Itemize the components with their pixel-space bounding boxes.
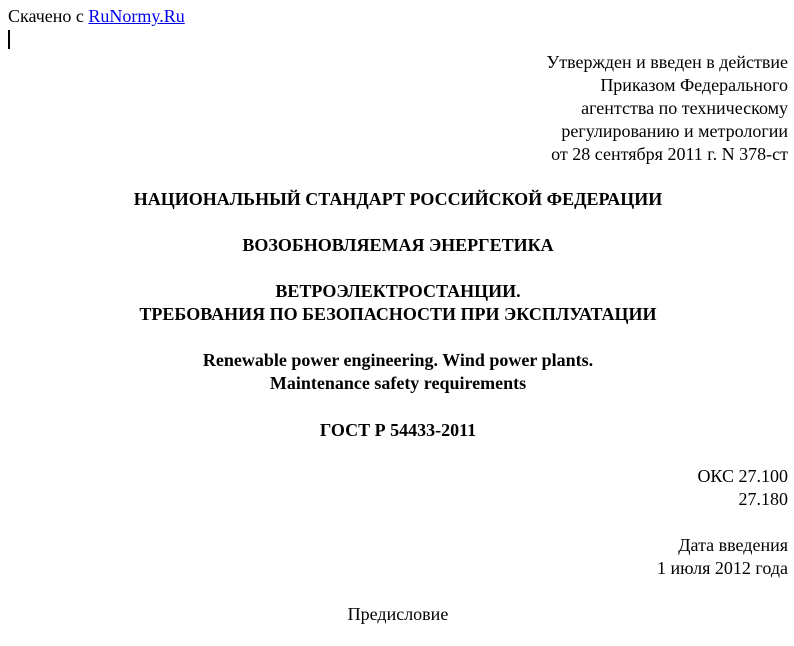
- standard-type-heading: НАЦИОНАЛЬНЫЙ СТАНДАРТ РОССИЙСКОЙ ФЕДЕРАЦИИ: [133, 189, 663, 209]
- oks-code-line2: 27.180: [738, 489, 788, 509]
- approval-line: Приказом Федерального: [600, 75, 788, 95]
- site-link[interactable]: RuNormy.Ru: [88, 6, 185, 26]
- approval-line: Утвержден и введен в действие: [546, 52, 788, 72]
- section-heading-foreword: Предисловие: [347, 604, 449, 624]
- subject-heading-line2: ТРЕБОВАНИЯ ПО БЕЗОПАСНОСТИ ПРИ ЭКСПЛУАТАЦИИ: [139, 304, 657, 324]
- oks-code-line1: ОКС 27.100: [697, 466, 788, 486]
- field-heading: ВОЗОБНОВЛЯЕМАЯ ЭНЕРГЕТИКА: [242, 235, 554, 255]
- approval-line: регулированию и метрологии: [561, 121, 788, 141]
- text-cursor: [8, 30, 10, 49]
- english-title-line2: Maintenance safety requirements: [269, 373, 527, 393]
- approval-line: от 28 сентября 2011 г. N 378-ст: [551, 144, 788, 164]
- subject-heading-line1: ВЕТРОЭЛЕКТРОСТАНЦИИ.: [275, 281, 521, 301]
- effective-date-label: Дата введения: [678, 535, 788, 555]
- standard-designation: ГОСТ Р 54433-2011: [319, 420, 477, 440]
- download-source-line: [8, 5, 185, 28]
- download-prefix: Скачено с: [8, 6, 84, 26]
- english-title-line1: Renewable power engineering. Wind power plants.: [202, 350, 594, 370]
- effective-date-value: 1 июля 2012 года: [657, 558, 788, 578]
- approval-line: агентства по техническому: [581, 98, 788, 118]
